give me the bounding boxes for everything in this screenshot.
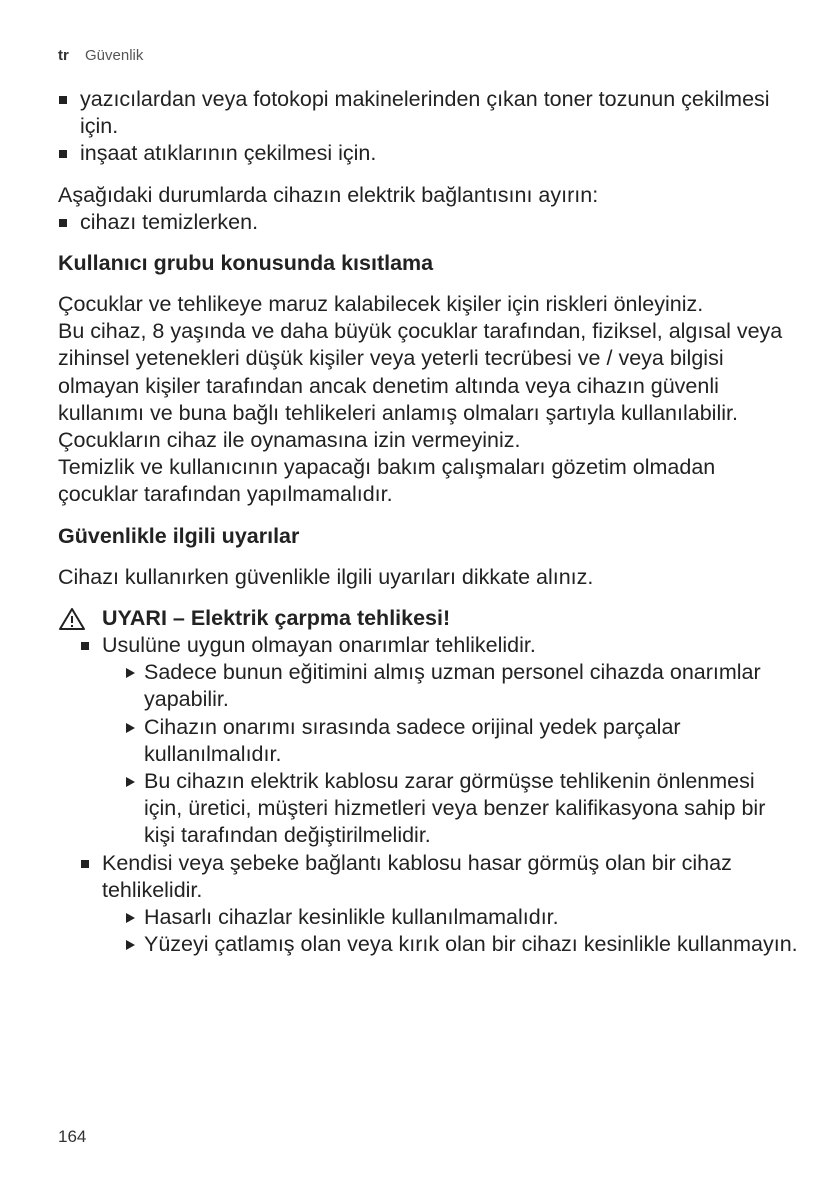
warning-item bbox=[80, 632, 798, 850]
warning-list bbox=[80, 632, 798, 958]
page-number: 164 bbox=[58, 1127, 87, 1146]
action-step: Hasarlı cihazlar kesinlikle kullanılmamalıdır. bbox=[124, 904, 798, 931]
list-item: yazıcılardan veya fotokopi makinelerinden çıkan toner tozunun çekilmesi için. bbox=[58, 86, 798, 140]
safety-heading: Güvenlikle ilgili uyarılar bbox=[58, 523, 300, 548]
action-step: Yüzeyi çatlamış olan veya kırık olan bir cihazı kesinlikle kullanmayın. bbox=[124, 931, 798, 958]
action-step: Cihazın onarımı sırasında sadece orijinal yedek parçalar kullanılmalıdır. bbox=[124, 714, 798, 768]
disconnect-bullet-list bbox=[58, 209, 798, 236]
restriction-paragraph: Bu cihaz, 8 yaşında ve daha büyük çocuklar tarafından, fiziksel, algısal veya zihinsel yetenekleri düşük kişiler veya yeterli tecrübesi ve / veya bilgisi olmayan kişiler tarafından ancak denetim altında veya cihazın güvenli kullanımı ve buna bağlı tehlikeleri anlamış olmaları şartıyla kullanılabilir. bbox=[58, 319, 783, 425]
action-step: Bu cihazın elektrik kablosu zarar görmüşse tehlikenin önlenmesi için, üretici, müşteri hizmetleri veya benzer kalifikasyona sahip bir kişi tarafından değiştirilmelidir. bbox=[124, 768, 798, 850]
restriction-paragraph: Çocukların cihaz ile oynamasına izin vermeyiniz. bbox=[58, 428, 521, 453]
running-header bbox=[58, 47, 143, 64]
section-title: Güvenlik bbox=[85, 47, 144, 64]
body-text bbox=[58, 86, 798, 958]
safety-text: Cihazı kullanırken güvenlikle ilgili uyarıları dikkate alınız. bbox=[58, 564, 594, 589]
language-code: tr bbox=[58, 47, 69, 64]
warning-title bbox=[58, 605, 798, 632]
warning-item bbox=[80, 850, 798, 959]
list-item: inşaat atıklarının çekilmesi için. bbox=[58, 140, 798, 167]
action-list bbox=[124, 904, 798, 958]
restriction-paragraph: Temizlik ve kullanıcının yapacağı bakım çalışmaları gözetim olmadan çocuklar tarafından yapılmamalıdır. bbox=[58, 455, 716, 507]
intro-bullet-list bbox=[58, 86, 798, 168]
action-list bbox=[124, 659, 798, 849]
restriction-heading: Kullanıcı grubu konusunda kısıtlama bbox=[58, 251, 434, 276]
warning-title-text: UYARI – Elektrik çarpma tehlikesi! bbox=[102, 605, 451, 630]
action-step: Sadece bunun eğitimini almış uzman personel cihazda onarımlar yapabilir. bbox=[124, 659, 798, 713]
warning-item-text: Kendisi veya şebeke bağlantı kablosu hasar görmüş olan bir cihaz tehlikelidir. bbox=[102, 850, 732, 902]
warning-triangle-icon bbox=[58, 607, 86, 631]
list-item: cihazı temizlerken. bbox=[58, 209, 798, 236]
restriction-paragraph: Çocuklar ve tehlikeye maruz kalabilecek kişiler için riskleri önleyiniz. bbox=[58, 292, 704, 317]
warning-item-text: Usulüne uygun olmayan onarımlar tehlikelidir. bbox=[102, 633, 536, 658]
disconnect-text: Aşağıdaki durumlarda cihazın elektrik bağlantısını ayırın: bbox=[58, 182, 599, 207]
